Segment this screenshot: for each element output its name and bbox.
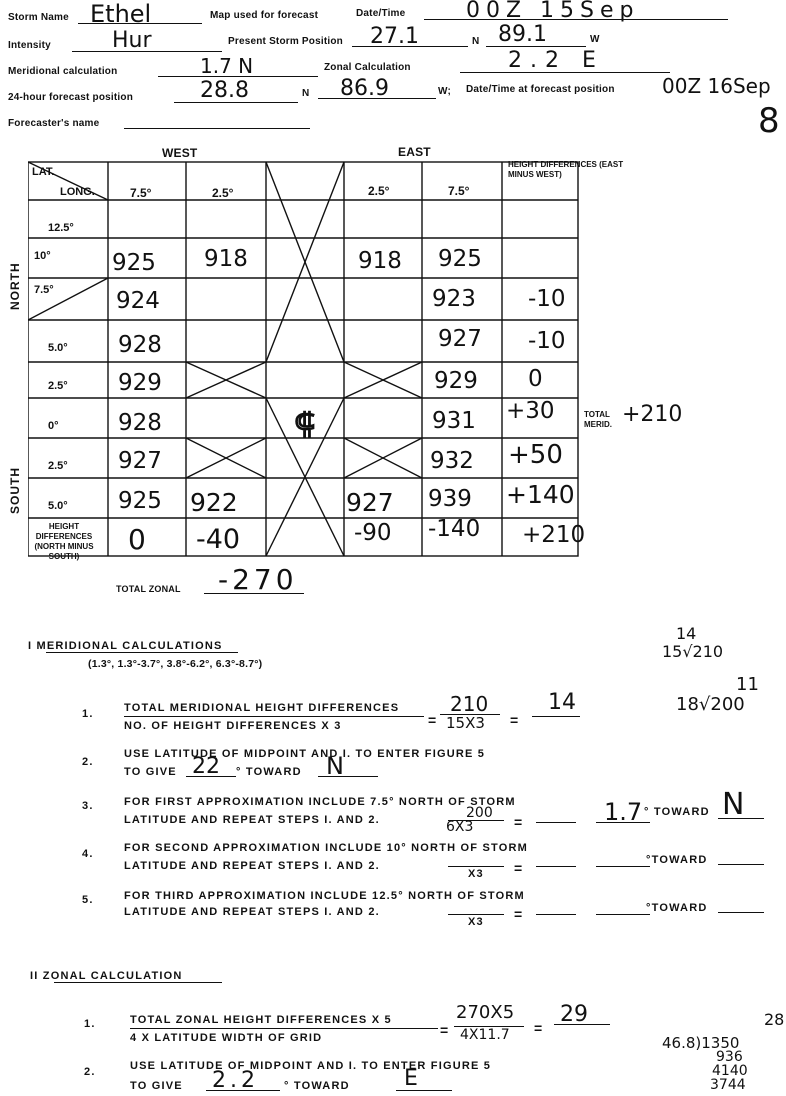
zonal-calc-label: Zonal Calculation xyxy=(324,62,411,73)
cell-2-5-n-w75: 929 xyxy=(118,370,162,396)
cell-5-0-s-e75: 939 xyxy=(428,486,472,512)
forecast-datetime-value[interactable]: 00Z 16Sep xyxy=(662,74,771,98)
total-merid-label: TOTAL MERID. xyxy=(584,410,612,429)
date-time-label: Date/Time xyxy=(356,8,406,19)
z-step1-top: TOTAL ZONAL HEIGHT DIFFERENCES X 5 xyxy=(130,1014,392,1026)
m-step2-toward: ° TOWARD xyxy=(236,766,302,778)
meridional-calc-label: Meridional calculation xyxy=(8,66,118,77)
m-step3-toward: ° TOWARD xyxy=(644,806,710,818)
m-step4-x3: X3 xyxy=(468,868,484,880)
side-calc-2: 18√200 xyxy=(676,694,745,715)
total-merid-value: +210 xyxy=(622,402,683,427)
z-side-l3: 4140 xyxy=(712,1063,748,1079)
m-step1-result: 14 xyxy=(548,690,576,715)
cell-5-0-n-w75: 928 xyxy=(118,332,162,358)
m-step5-line1: FOR THIRD APPROXIMATION INCLUDE 12.5° NORTH OF STORM xyxy=(124,890,525,902)
meridional-title: I MERIDIONAL CALCULATIONS xyxy=(28,640,223,652)
m-step5-eq: = xyxy=(514,906,524,922)
m-step5-line2: LATITUDE AND REPEAT STEPS I. AND 2. xyxy=(124,906,380,918)
m-step3-frac-bottom: 6X3 xyxy=(446,819,474,835)
z-step1-result: 29 xyxy=(560,1002,588,1027)
m-step3-line2: LATITUDE AND REPEAT STEPS I. AND 2. xyxy=(124,814,380,826)
m-step3-line1: FOR FIRST APPROXIMATION INCLUDE 7.5° NORTH OF STORM xyxy=(124,796,516,808)
m-step4-num: 4. xyxy=(82,848,94,860)
m-step5-num: 5. xyxy=(82,894,94,906)
z-step1-eq: = xyxy=(440,1022,450,1038)
cell-0-w75: 928 xyxy=(118,410,162,436)
cell-10-w75: 925 xyxy=(112,250,156,276)
col-east-2-5: 2.5° xyxy=(368,184,390,198)
cell-7-5-w75: 924 xyxy=(116,288,160,314)
side-calc-1-q: 14 xyxy=(676,624,697,643)
lat-row-7-5: 7.5° xyxy=(34,284,54,296)
z-step2-line1: USE LATITUDE OF MIDPOINT AND I. TO ENTER FIGURE 5 xyxy=(130,1060,492,1072)
ns-diff-e25: -90 xyxy=(354,520,392,546)
cell-5-0-s-w75: 925 xyxy=(118,488,162,514)
z-step1-frac-bottom: 4X11.7 xyxy=(460,1027,510,1043)
grid-lines xyxy=(28,160,588,560)
present-n-label: N xyxy=(472,36,480,47)
forecast-datetime-extra: 8 xyxy=(758,101,780,141)
forecast-w-label: W; xyxy=(438,86,451,97)
cell-10-w25: 918 xyxy=(204,246,248,272)
z-step1-eq2: = xyxy=(534,1020,544,1036)
lat-row-10: 10° xyxy=(34,250,51,262)
storm-name-value[interactable]: Ethel xyxy=(90,0,152,28)
ns-diff-w25: -40 xyxy=(196,524,241,555)
z-side-div: 46.8)1350 xyxy=(662,1034,740,1052)
m-step1-top: TOTAL MERIDIONAL HEIGHT DIFFERENCES xyxy=(124,702,400,714)
m-step3-value: 1.7 xyxy=(604,798,643,826)
z-side-l2: 936 xyxy=(716,1049,743,1065)
ns-diff-w75: 0 xyxy=(128,523,146,556)
ns-diff-e75: -140 xyxy=(428,516,481,542)
forecast-lon-value[interactable]: 86.9 xyxy=(340,76,389,101)
m-step5-x3: X3 xyxy=(468,916,484,928)
m-step4-line2: LATITUDE AND REPEAT STEPS I. AND 2. xyxy=(124,860,380,872)
cell-10-e25: 918 xyxy=(358,248,402,274)
south-label: SOUTH xyxy=(8,467,22,514)
intensity-value[interactable]: Hur xyxy=(112,28,152,53)
total-zonal-label: TOTAL ZONAL xyxy=(116,584,181,594)
forecaster-name-label: Forecaster's name xyxy=(8,118,100,129)
cell-0-diff: +30 xyxy=(506,398,555,424)
m-step2-num: 2. xyxy=(82,756,94,768)
cell-5-0-s-w25: 922 xyxy=(190,488,238,517)
m-step1-num: 1. xyxy=(82,708,94,720)
m-step5-toward: °TOWARD xyxy=(646,902,708,914)
forecast-datetime-label: Date/Time at forecast position xyxy=(466,84,615,95)
lat-header: LAT. xyxy=(32,166,55,178)
storm-name-label: Storm Name xyxy=(8,12,69,23)
height-diff-ns-label: HEIGHT DIFFERENCES (NORTH MINUS SOUTH) xyxy=(34,522,94,561)
m-step3-num: 3. xyxy=(82,800,94,812)
m-step4-toward: °TOWARD xyxy=(646,854,708,866)
m-step2-to-give: TO GIVE xyxy=(124,766,177,778)
lat-row-2-5-n: 2.5° xyxy=(48,380,68,392)
map-used-label: Map used for forecast xyxy=(210,10,319,21)
m-step4-line1: FOR SECOND APPROXIMATION INCLUDE 10° NORTH OF STORM xyxy=(124,842,528,854)
z-side-q: 28 xyxy=(764,1010,785,1029)
present-w-label: W xyxy=(590,34,600,45)
cell-2-5-s-diff: +50 xyxy=(508,440,563,470)
zonal-calc-value[interactable]: 2.2 E xyxy=(508,48,604,73)
west-label: WEST xyxy=(162,146,198,160)
m-step1-frac-top: 210 xyxy=(450,692,489,716)
z-step2-to-give: TO GIVE xyxy=(130,1080,183,1092)
cell-2-5-s-e75: 932 xyxy=(430,448,474,474)
z-side-l4: 3744 xyxy=(710,1077,746,1093)
present-lat-value[interactable]: 27.1 xyxy=(370,24,419,49)
north-label: NORTH xyxy=(8,262,22,310)
forecast-n-label: N xyxy=(302,88,310,99)
present-position-label: Present Storm Position xyxy=(228,36,343,47)
lat-row-5-0-s: 5.0° xyxy=(48,500,68,512)
cell-10-e75: 925 xyxy=(438,246,482,272)
forecast-lat-value[interactable]: 28.8 xyxy=(200,78,249,103)
cell-7-5-diff: -10 xyxy=(528,286,566,312)
m-step2-dir: N xyxy=(326,752,344,780)
cell-2-5-s-w75: 927 xyxy=(118,448,162,474)
z-step1-num: 1. xyxy=(84,1018,96,1030)
z-step1-frac-top: 270X5 xyxy=(456,1002,515,1023)
forecast-position-label: 24-hour forecast position xyxy=(8,92,134,103)
height-diff-ew-label: HEIGHT DIFFERENCES (EAST MINUS WEST) xyxy=(508,160,624,179)
ns-diff-total: +210 xyxy=(522,522,586,548)
zonal-title: II ZONAL CALCULATION xyxy=(30,970,183,982)
z-step2-dir: E xyxy=(404,1066,418,1091)
m-step1-eq2: = xyxy=(510,712,520,728)
cell-5-0-s-e25: 927 xyxy=(346,488,394,517)
m-step1-frac-bottom: 15X3 xyxy=(446,714,485,732)
side-calc-2-q: 11 xyxy=(736,674,759,695)
side-calc-1: 15√210 xyxy=(662,642,724,661)
z-step2-num: 2. xyxy=(84,1066,96,1078)
m-step4-eq: = xyxy=(514,860,524,876)
col-west-2-5: 2.5° xyxy=(212,186,234,200)
col-east-7-5: 7.5° xyxy=(448,184,470,198)
storm-symbol-icon: ⸿ xyxy=(294,407,316,442)
cell-0-e75: 931 xyxy=(432,408,476,434)
east-label: EAST xyxy=(398,145,431,159)
total-zonal-value: -270 xyxy=(218,563,298,596)
cell-2-5-n-diff: 0 xyxy=(528,366,543,392)
present-lon-value[interactable]: 89.1 xyxy=(498,22,547,47)
lat-row-0: 0° xyxy=(48,420,59,432)
long-header: LONG. xyxy=(60,186,95,198)
cell-5-0-n-e75: 927 xyxy=(438,326,482,352)
m-step3-frac-top: 200 xyxy=(466,805,493,821)
z-step2-toward: ° TOWARD xyxy=(284,1080,350,1092)
m-step2-line1: USE LATITUDE OF MIDPOINT AND I. TO ENTER FIGURE 5 xyxy=(124,748,486,760)
cell-5-0-n-diff: -10 xyxy=(528,328,566,354)
meridional-calc-value[interactable]: 1.7 N xyxy=(200,54,254,78)
lat-row-2-5-s: 2.5° xyxy=(48,460,68,472)
cell-7-5-e75: 923 xyxy=(432,286,476,312)
lat-row-12-5: 12.5° xyxy=(48,222,74,234)
m-step2-value: 22 xyxy=(192,754,220,779)
meridional-ranges: (1.3°, 1.3°-3.7°, 3.8°-6.2°, 6.3°-8.7°) xyxy=(88,658,263,670)
intensity-label: Intensity xyxy=(8,40,51,51)
cell-5-0-s-diff: +140 xyxy=(506,480,575,509)
cell-2-5-n-e75: 929 xyxy=(434,368,478,394)
m-step3-dir: N xyxy=(722,787,745,822)
date-time-value[interactable]: 00Z 15Sep xyxy=(466,0,640,23)
col-west-7-5: 7.5° xyxy=(130,186,152,200)
m-step1-eq: = xyxy=(428,712,438,728)
m-step3-eq: = xyxy=(514,814,524,830)
m-step1-bottom: NO. OF HEIGHT DIFFERENCES X 3 xyxy=(124,720,342,732)
z-step2-value: 2.2 xyxy=(212,1068,259,1093)
z-step1-bottom: 4 X LATITUDE WIDTH OF GRID xyxy=(130,1032,323,1044)
lat-row-5-0-n: 5.0° xyxy=(48,342,68,354)
